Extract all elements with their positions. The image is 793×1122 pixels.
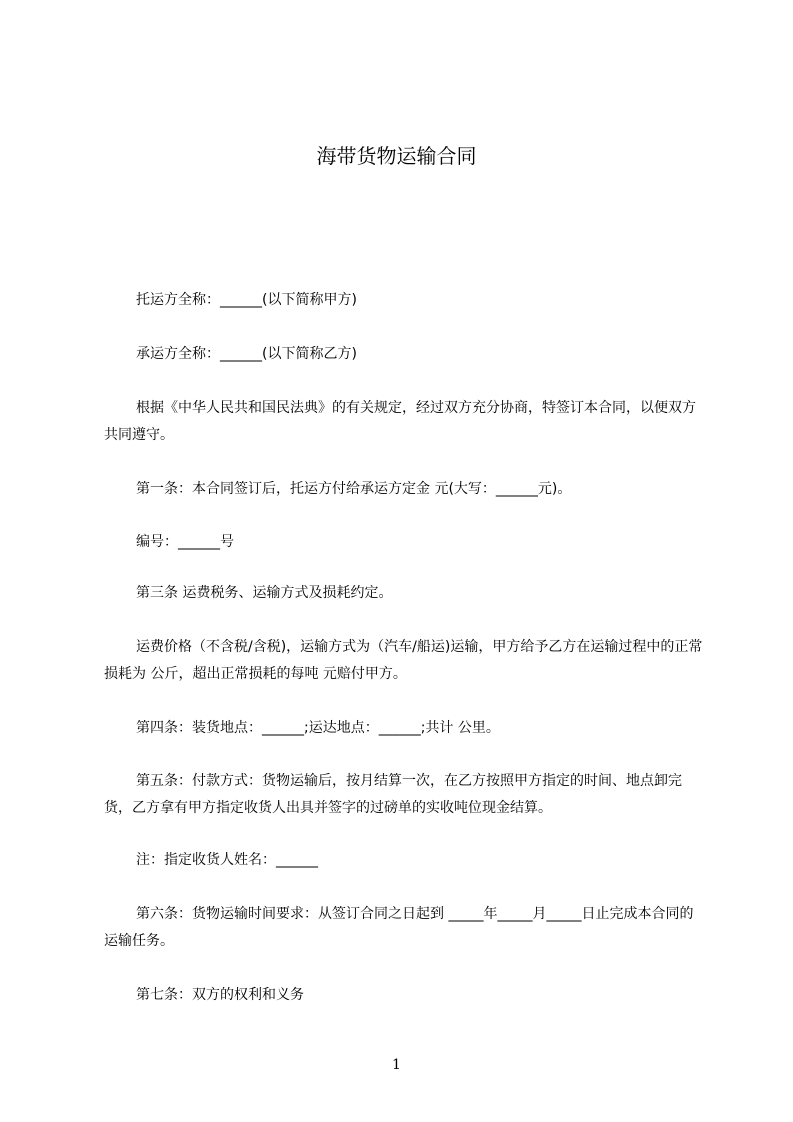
document-title: 海带货物运输合同	[316, 144, 477, 168]
paragraph-receiver-note: 注：指定收货人姓名：______	[136, 852, 318, 868]
paragraph-article-1: 第一条：本合同签订后，托运方付给承运方定金 元(大写：______元)。	[136, 481, 572, 497]
paragraph-article-4: 第四条：装货地点：______;运达地点：______;共计 公里。	[136, 720, 500, 736]
paragraph-article-5: 第五条：付款方式：货物运输后，按月结算一次，在乙方按照甲方指定的时间、地点卸完货，乙方拿有甲方指定收货人出具并签字的过磅单的实收吨位现金结算。	[104, 773, 682, 816]
paragraph-freight-terms: 运费价格（不含税/含税)，运输方式为（汽车/船运)运输，甲方给予乙方在运输过程中的正常损耗为 公斤，超出正常损耗的每吨 元赔付甲方。	[104, 639, 703, 682]
paragraph-carrier: 承运方全称：______(以下简称乙方)	[136, 346, 357, 362]
paragraph-contract-number: 编号：______号	[136, 534, 234, 550]
paragraph-article-6: 第六条：货物运输时间要求：从签订合同之日起到 _____年_____月_____日止完成本合同的运输任务。	[104, 906, 694, 949]
paragraph-preamble: 根据《中华人民共和国民法典》的有关规定，经过双方充分协商，特签订本合同，以便双方共同遵守。	[104, 400, 696, 443]
paragraph-consignor: 托运方全称：______(以下简称甲方)	[136, 292, 357, 308]
paragraph-article-7: 第七条：双方的权利和义务	[136, 987, 304, 1003]
paragraph-article-3: 第三条 运费税务、运输方式及损耗约定。	[136, 585, 393, 601]
page-number: 1	[392, 1057, 401, 1073]
